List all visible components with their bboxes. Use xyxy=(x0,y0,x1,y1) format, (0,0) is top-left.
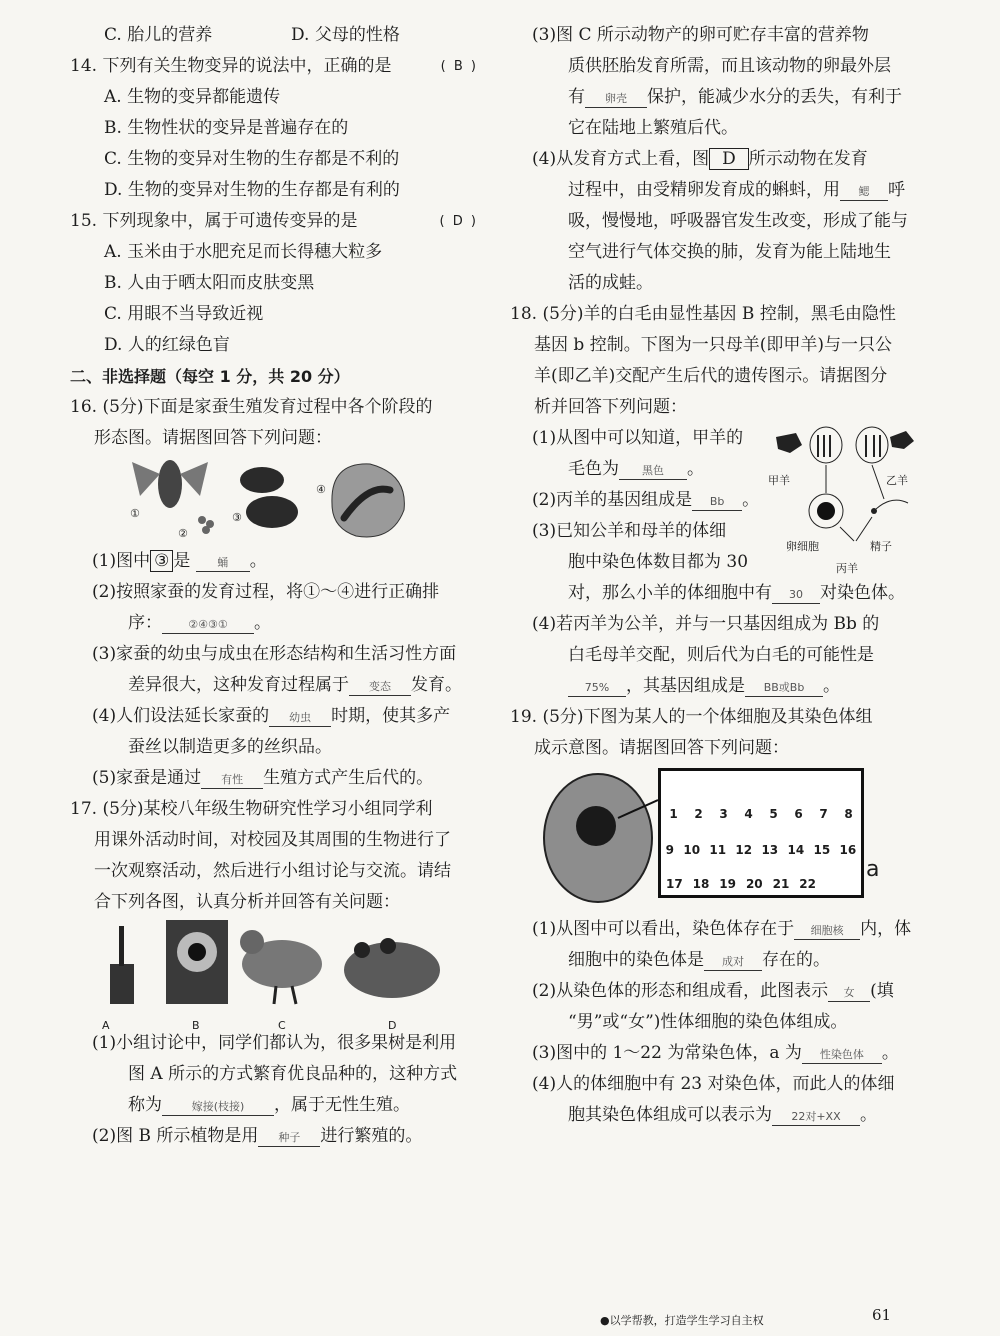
q17-sub3-answer: 卵壳 xyxy=(585,91,647,108)
q18-sub3-line3 xyxy=(510,578,922,609)
label-egg-cell: 卵细胞 xyxy=(786,540,819,553)
q19-sub4-text: 胞其染色体组成可以表示为 xyxy=(568,1105,772,1125)
chr-21: 21 xyxy=(772,877,790,891)
q18-stem-line2: 基因 b 控制。下图为一只母羊(即甲羊)与一只公 xyxy=(534,335,892,355)
q18-sub3-text: 对，那么小羊的体细胞中有 xyxy=(568,583,772,603)
q17-sub3-line3 xyxy=(510,82,922,113)
q15-option-b: B. 人由于晒太阳而皮肤变黑 xyxy=(104,273,315,293)
q17-sub4-text: (4)从发育方式上看，图 xyxy=(532,149,710,169)
q17-stem-line2: 用课外活动时间，对校园及其周围的生物进行了 xyxy=(94,830,451,850)
karyotype-row-1 xyxy=(661,799,861,830)
label-sperm: 精子 xyxy=(870,540,892,553)
q15-option-c: C. 用眼不当导致近视 xyxy=(104,304,264,324)
fig-label-2: ② xyxy=(178,527,188,540)
q16-sub5-text2: 生殖方式产生后代的。 xyxy=(263,768,434,788)
q17-sub2-answer: 种子 xyxy=(258,1130,320,1147)
q16-stem-line1: 16. (5分)下面是家蚕生殖发育过程中各个阶段的 xyxy=(70,397,433,417)
q16-sub2-text: 序： xyxy=(128,613,162,633)
chr-7: 7 xyxy=(819,807,828,821)
chr-14: 14 xyxy=(787,843,805,857)
q16-sub4-text2: 时期，使其多产 xyxy=(331,706,451,726)
q19-sub3-answer: 性染色体 xyxy=(802,1047,882,1064)
q14-answer-paren: ( B ) xyxy=(440,59,478,74)
q13-option-c: C. 胎儿的营养 xyxy=(104,25,213,45)
chr-4: 4 xyxy=(744,807,753,821)
q17-sub4-text3: 过程中，由受精卵发育成的蝌蚪，用 xyxy=(568,180,840,200)
sex-chromosome-label: a xyxy=(866,857,880,882)
q17-sub4-line5: 活的成蛙。 xyxy=(568,273,653,293)
q18-sub4-answer2: BB或Bb xyxy=(745,680,823,697)
chr-10: 10 xyxy=(683,843,701,857)
chr-11: 11 xyxy=(709,843,727,857)
q16-sub2: (2)按照家蚕的发育过程，将①～④进行正确排 xyxy=(92,582,440,602)
chr-1: 1 xyxy=(669,807,678,821)
page-number: 61 xyxy=(872,1306,892,1324)
q17-sub4-text2: 所示动物在发育 xyxy=(748,149,868,169)
q18-sub2-answer: Bb xyxy=(692,494,742,511)
q17-sub1-line3 xyxy=(70,1090,478,1121)
q15-option-d: D. 人的红绿色盲 xyxy=(104,335,230,355)
silk-moth xyxy=(132,460,208,508)
q14-option-b: B. 生物性状的变异是普遍存在的 xyxy=(104,118,349,138)
q16-sub4-text: (4)人们设法延长家蚕的 xyxy=(92,706,270,726)
right-column xyxy=(510,20,922,1131)
fig-label-c: C xyxy=(278,1019,286,1032)
q17-sub4-line4: 空气进行气体交换的肺，发育为能上陆地生 xyxy=(568,242,891,262)
chr-16: 16 xyxy=(839,843,857,857)
q14-answer: B xyxy=(453,59,465,74)
q18-sub1-answer: 黑色 xyxy=(619,463,687,480)
q17-sub1-end: ，属于无性生殖。 xyxy=(274,1095,410,1115)
section-heading: 二、非选择题（每空 1 分，共 20 分） xyxy=(70,367,350,386)
pigeon xyxy=(240,930,322,1004)
q19-sub2-text: (2)从染色体的形态和组成看，此图表示 xyxy=(532,981,829,1001)
q18-sub2-end: 。 xyxy=(742,490,760,510)
silkworm-larva-on-leaf xyxy=(332,464,404,537)
fig-label-3: ③ xyxy=(232,511,242,524)
q16-sub5-text: (5)家蚕是通过 xyxy=(92,768,202,788)
chr-22: 22 xyxy=(799,877,816,891)
q13-options xyxy=(70,20,478,51)
q16-sub3-cont xyxy=(70,670,478,701)
q19-sub1-text2: 内，体 xyxy=(860,919,912,939)
q16-sub5-answer: 有性 xyxy=(201,772,263,789)
q17-sub2 xyxy=(70,1121,478,1152)
chr-15: 15 xyxy=(813,843,831,857)
q17-sub4 xyxy=(510,144,922,175)
label-yi-sheep: 乙羊 xyxy=(886,474,908,487)
q17-sub4-line3: 吸，慢慢地，呼吸器官发生改变，形成了能与 xyxy=(568,211,908,231)
q17-sub3-text: 有 xyxy=(568,87,585,107)
q19-sub4-end: 。 xyxy=(860,1105,877,1125)
q17-sub1-line2: 图 A 所示的方式繁育优良品种的，这种方式 xyxy=(128,1064,458,1084)
silkworm-figure xyxy=(70,454,478,546)
q16-sub2-answer: ②④③① xyxy=(162,617,254,634)
karyotype-row-3 xyxy=(661,869,821,900)
q14-stem xyxy=(70,51,478,82)
fig-label-1: ① xyxy=(130,507,140,520)
q16-sub4-answer: 幼虫 xyxy=(269,710,331,727)
chr-13: 13 xyxy=(761,843,779,857)
chr-3: 3 xyxy=(719,807,728,821)
q16-stem-line2: 形态图。请据图回答下列问题： xyxy=(94,428,332,448)
q18-stem-line4: 析并回答下列问题： xyxy=(534,397,687,417)
q15-answer: D xyxy=(452,214,465,229)
q15-option-a: A. 玉米由于水肥充足而长得穗大粒多 xyxy=(104,242,383,262)
q19-sub3-text: (3)图中的 1～22 为常染色体，a 为 xyxy=(532,1043,802,1063)
left-column xyxy=(70,20,478,1152)
q14-option-c: C. 生物的变异对生物的生存都是不利的 xyxy=(104,149,400,169)
q17-sub4-text4: 呼 xyxy=(888,180,905,200)
reproduction-figure xyxy=(70,918,478,1032)
q16-sub3-answer: 变态 xyxy=(349,679,411,696)
q18-sub1-cont xyxy=(510,454,770,485)
q18-sub4-line3 xyxy=(510,671,922,702)
q17-sub4-answer: 鳃 xyxy=(840,184,888,201)
q17-sub1-answer: 嫁接(枝接) xyxy=(162,1099,274,1116)
chr-17: 17 xyxy=(665,877,683,891)
q19-sub3-end: 。 xyxy=(881,1043,899,1063)
karyotype-box xyxy=(658,768,864,898)
q17-sub1-text: 称为 xyxy=(128,1095,162,1115)
q16-sub3-end: 发育。 xyxy=(411,675,462,695)
chr-5: 5 xyxy=(769,807,778,821)
q19-sub2-answer: 女 xyxy=(828,985,870,1002)
q18-sub4-answer1: 75% xyxy=(568,680,626,697)
sunflower xyxy=(166,920,228,1004)
q16-sub2-end: 。 xyxy=(254,613,271,633)
q19-sub2-cont: “男”或“女”)性体细胞的染色体组成。 xyxy=(568,1012,848,1032)
q18-sub3-end: 对染色体。 xyxy=(820,583,905,603)
q18-questions-1-3 xyxy=(510,423,770,578)
grafted-stump xyxy=(110,926,134,1004)
q17-stem-line3: 一次观察活动，然后进行小组讨论与交流。请结 xyxy=(94,861,451,881)
footer-slogan: ●以学帮教，打造学生学习自主权 xyxy=(600,1314,764,1327)
frog xyxy=(344,938,440,998)
q18-sub1: (1)从图中可以知道，甲羊的 xyxy=(532,428,744,448)
q16-sub5 xyxy=(70,763,478,794)
q16-sub3: (3)家蚕的幼虫与成虫在形态结构和生活习性方面 xyxy=(92,644,457,664)
q19-sub2-text2: (填 xyxy=(870,981,894,1001)
q14-option-d: D. 生物的变异对生物的生存都是有利的 xyxy=(104,180,400,200)
q19-sub3 xyxy=(510,1038,922,1069)
q16-sub1-text2: 是 xyxy=(173,551,191,571)
q19-stem-line1: 19. (5分)下图为某人的一个体细胞及其染色体组 xyxy=(510,707,873,727)
q18-block xyxy=(510,423,922,578)
q18-sub1-text: 毛色为 xyxy=(568,459,619,479)
q18-sub3-line2: 胞中染色体数目都为 30 xyxy=(568,552,749,572)
q19-sub1-answer2: 成对 xyxy=(704,954,762,971)
karyotype-row-2 xyxy=(661,835,861,866)
q18-stem-line1: 18. (5分)羊的白毛由显性基因 B 控制，黑毛由隐性 xyxy=(510,304,896,324)
q13-option-d: D. 父母的性格 xyxy=(291,25,400,45)
q17-sub3-line2: 质供胚胎发育所需，而且该动物的卵最外层 xyxy=(568,56,891,76)
chr-9: 9 xyxy=(665,843,675,857)
q18-sub4-text: ，其基因组成是 xyxy=(626,676,745,696)
q18-sub2-text: (2)丙羊的基因组成是 xyxy=(532,490,693,510)
chr-19: 19 xyxy=(719,877,736,891)
chr-2: 2 xyxy=(694,807,703,821)
q19-sub1-answer: 细胞核 xyxy=(794,923,860,940)
q17-stem-line4: 合下列各图，认真分析并回答有关问题： xyxy=(94,892,400,912)
chr-12: 12 xyxy=(735,843,753,857)
fig-label-d: D xyxy=(388,1019,397,1032)
chr-6: 6 xyxy=(794,807,803,821)
q14-option-a: A. 生物的变异都能遗传 xyxy=(104,87,281,107)
q15-text: 15. 下列现象中，属于可遗传变异的是 xyxy=(70,211,358,231)
body-cell-illustration xyxy=(538,770,658,906)
q17-stem-line1: 17. (5分)某校八年级生物研究性学习小组同学利 xyxy=(70,799,433,819)
q18-sub4: (4)若丙羊为公羊，并与一只基因组成为 Bb 的 xyxy=(532,614,880,634)
q19-sub1-cont xyxy=(510,945,922,976)
q18-sub1-end: 。 xyxy=(687,459,704,479)
q17-sub4-line2 xyxy=(510,175,922,206)
chr-20: 20 xyxy=(745,877,763,891)
q19-sub1-text3: 细胞中的染色体是 xyxy=(568,950,704,970)
q19-sub1-text: (1)从图中可以看出，染色体存在于 xyxy=(532,919,795,939)
chr-8: 8 xyxy=(844,807,853,821)
label-jia-sheep: 甲羊 xyxy=(768,474,790,487)
q19-sub2 xyxy=(510,976,922,1007)
q17-sub2-text: (2)图 B 所示植物是用 xyxy=(92,1126,259,1146)
q18-sub4-end: 。 xyxy=(823,676,840,696)
q18-sub2 xyxy=(510,485,770,516)
q17-sub3: (3)图 C 所示动物产的卵可贮存丰富的营养物 xyxy=(532,25,869,45)
q19-sub4: (4)人的体细胞中有 23 对染色体，而此人的体细 xyxy=(532,1074,895,1094)
fig-label-a: A xyxy=(102,1019,110,1032)
label-bing-sheep: 丙羊 xyxy=(836,562,858,575)
q16-sub1-boxed: ③ xyxy=(150,550,173,572)
q17-sub1: (1)小组讨论中，同学们都认为，很多果树是利用 xyxy=(92,1033,457,1053)
q14-text: 14. 下列有关生物变异的说法中，正确的是 xyxy=(70,56,392,76)
q16-sub4-cont: 蚕丝以制造更多的丝织品。 xyxy=(128,737,332,757)
q18-sub4-line2: 白毛母羊交配，则后代为白毛的可能性是 xyxy=(568,645,874,665)
q16-sub1 xyxy=(70,546,478,577)
q19-sub1-end: 存在的。 xyxy=(762,950,830,970)
chr-18: 18 xyxy=(692,877,710,891)
q18-sub3-answer: 30 xyxy=(772,587,820,604)
q16-sub1-end: 。 xyxy=(249,551,267,571)
q15-answer-paren: ( D ) xyxy=(439,214,478,229)
q17-sub3-text2: 保护，能减少水分的丢失，有利于 xyxy=(647,87,902,107)
q17-sub3-line4: 它在陆地上繁殖后代。 xyxy=(568,118,738,138)
q16-sub4 xyxy=(70,701,478,732)
silkworm-pupae xyxy=(240,467,298,528)
q16-sub2-cont xyxy=(70,608,478,639)
karyotype-figure xyxy=(510,764,922,914)
q15-stem xyxy=(70,206,478,237)
q19-stem-line2: 成示意图。请据图回答下列问题： xyxy=(534,738,789,758)
silkworm-eggs xyxy=(198,516,214,534)
q18-sub3: (3)已知公羊和母羊的体细 xyxy=(532,521,727,541)
q18-stem-line3: 羊(即乙羊)交配产生后代的遗传图示。请据图分 xyxy=(534,366,888,386)
q16-sub1-answer: 蛹 xyxy=(196,555,250,572)
q16-sub3-text: 差异很大，这种发育过程属于 xyxy=(128,675,349,695)
q17-sub2-end: 进行繁殖的。 xyxy=(320,1126,423,1146)
q19-sub4-cont xyxy=(510,1100,922,1131)
fig-label-4: ④ xyxy=(316,483,326,496)
reproduction-illustration xyxy=(70,918,478,1014)
q19-sub1 xyxy=(510,914,922,945)
fig-label-b: B xyxy=(192,1019,200,1032)
q17-sub4-boxed: D xyxy=(709,148,749,170)
q19-sub4-answer: 22对+XX xyxy=(772,1109,860,1126)
q16-sub1-text: (1)图中 xyxy=(92,551,151,571)
